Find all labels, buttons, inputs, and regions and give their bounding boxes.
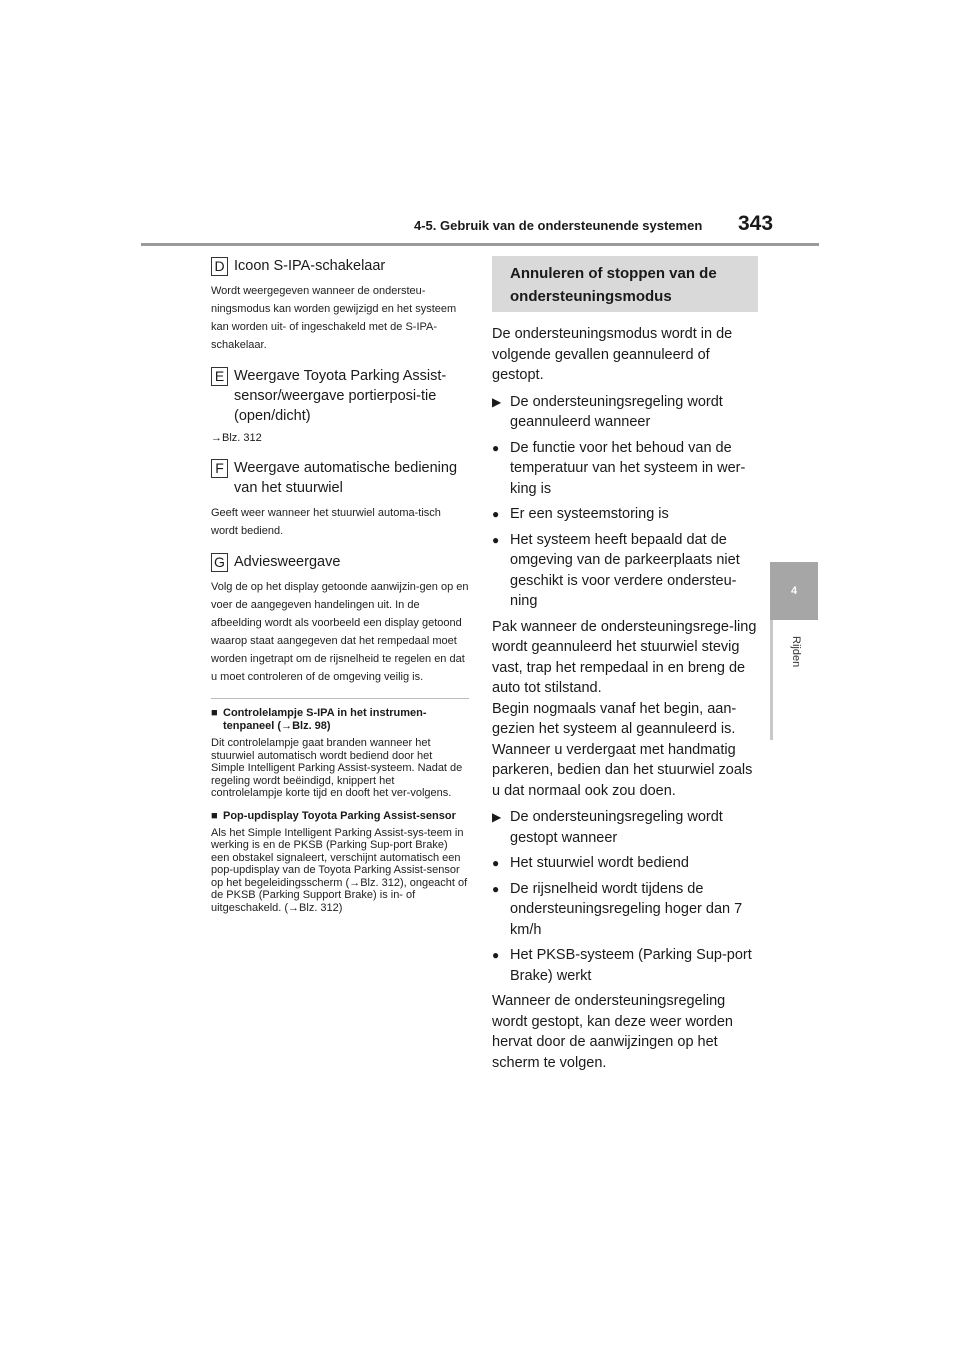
paragraph: Wanneer de ondersteuningsregeling wordt gestopt, kan deze weer worden hervat door de aanwijzingen op het scherm te volgen. bbox=[492, 993, 733, 1071]
list-item bbox=[492, 504, 758, 525]
note-title-text: Pop-updisplay Toyota Parking Assist-sensor bbox=[223, 809, 456, 822]
badge-g: G bbox=[211, 553, 228, 572]
section-heading: Annuleren of stoppen van de ondersteuningsmodus bbox=[492, 256, 758, 312]
list-item bbox=[492, 438, 758, 500]
note-title bbox=[211, 810, 469, 823]
item-g bbox=[211, 552, 469, 686]
dot-bullet-icon: ● bbox=[492, 856, 500, 870]
page-reference: →Blz. 312 bbox=[211, 432, 262, 444]
group-title-text: De ondersteuningsregeling wordt geannuleerd wanneer bbox=[510, 393, 723, 430]
note-body: Dit controlelampje gaat branden wanneer het stuurwiel automatisch wordt bediend door het Simple Intelligent Parking Assist-systeem. Nadat de regeling wordt beëindigd, knippert het controlelampje korte tijd en dooft het ver-volgens. bbox=[211, 737, 463, 799]
item-title: Icoon S-IPA-schakelaar bbox=[234, 258, 386, 274]
badge-f: F bbox=[211, 459, 228, 478]
chapter-tab: 4 bbox=[770, 562, 818, 620]
list-item-text: Het systeem heeft bepaald dat de omgeving van de parkeerplaats niet geschikt is voor verdere ondersteu-ning bbox=[510, 531, 740, 609]
group-title bbox=[492, 807, 758, 848]
dot-bullet-icon: ● bbox=[492, 532, 500, 547]
page-number: 343 bbox=[738, 212, 774, 235]
intro-paragraph: De ondersteuningsmodus wordt in de volgende gevallen geannuleerd of gestopt. bbox=[492, 326, 733, 383]
chapter-label bbox=[778, 636, 810, 696]
right-column bbox=[492, 256, 758, 1079]
chapter-tab-line bbox=[770, 620, 773, 740]
list-item bbox=[492, 879, 758, 941]
badge-d: D bbox=[211, 257, 228, 276]
header-rule bbox=[141, 243, 819, 246]
item-description: Geeft weer wanneer het stuurwiel automa-tisch wordt bediend. bbox=[211, 507, 441, 537]
triangle-bullet-icon: ▶ bbox=[492, 810, 502, 824]
divider bbox=[211, 698, 469, 699]
list-item bbox=[492, 530, 758, 612]
paragraph: Begin nogmaals vanaf het begin, aan-gezien het systeem al geannuleerd is. Wanneer u verdergaat met handmatig parkeren, bedien dan het stuurwiel zoals u dat normaal ook zou doen. bbox=[492, 700, 753, 799]
chapter-label-text: Rijden bbox=[790, 636, 802, 668]
item-description: Wordt weergegeven wanneer de ondersteu-ningsmodus kan worden gewijzigd en het systeem kan worden uit- of ingeschakeld met de S-IPA-schakelaar. bbox=[211, 285, 457, 351]
paragraph: Pak wanneer de ondersteuningsrege-ling wordt geannuleerd het stuurwiel stevig vast, trap het rempedaal in en breng de auto tot stilstand. bbox=[492, 618, 757, 696]
left-column bbox=[211, 256, 469, 924]
section-title: 4-5. Gebruik van de ondersteunende systemen bbox=[414, 218, 703, 233]
list-item bbox=[492, 945, 758, 986]
group-title-text: De ondersteuningsregeling wordt gestopt wanneer bbox=[510, 809, 723, 846]
square-bullet-icon: ■ bbox=[211, 707, 218, 719]
item-title: Weergave automatische bediening van het stuurwiel bbox=[234, 460, 458, 496]
list-item-text: Er een systeemstoring is bbox=[510, 506, 669, 522]
list-item bbox=[492, 853, 758, 874]
note-body: Als het Simple Intelligent Parking Assist-sys-teem in werking is en de PKSB (Parking Sup-port Brake) een obstakel signaleert, verschijnt automatisch een pop-updisplay van de Toyota Parking Assist-sensor op het begeleidingsscherm (→Blz. 312), ongeacht of de PKSB (Parking Support Brake) is in- of uitgeschakeld. (→Blz. 312) bbox=[211, 826, 468, 914]
group-title bbox=[492, 392, 758, 433]
item-description: Volg de op het display getoonde aanwijzin-gen op en voer de aangegeven handelingen uit. In de afbeelding wordt als voorbeeld een display getoond waarop staat aangegeven dat het rempedaal moet worden ingetrapt om de rijsnelheid te regelen en dat u moet controleren of de omgeving veilig is. bbox=[211, 581, 469, 683]
list-item-text: De rijsnelheid wordt tijdens de ondersteuningsregeling hoger dan 7 km/h bbox=[510, 880, 743, 938]
square-bullet-icon: ■ bbox=[211, 809, 218, 822]
dot-bullet-icon: ● bbox=[492, 881, 500, 896]
item-title: Weergave Toyota Parking Assist-sensor/weergave portierposi-tie (open/dicht) bbox=[234, 368, 447, 424]
list-item-text: Het stuurwiel wordt bediend bbox=[510, 855, 689, 871]
item-title: Adviesweergave bbox=[234, 554, 341, 570]
dot-bullet-icon: ● bbox=[492, 948, 500, 962]
dot-bullet-icon: ● bbox=[492, 440, 500, 455]
badge-e: E bbox=[211, 367, 228, 386]
item-f bbox=[211, 458, 469, 540]
list-item-text: Het PKSB-systeem (Parking Sup-port Brake) werkt bbox=[510, 947, 752, 984]
list-item-text: De functie voor het behoud van de temperatuur van het systeem in wer-king is bbox=[510, 439, 746, 497]
dot-bullet-icon: ● bbox=[492, 507, 500, 521]
note-title-text: Controlelampje S-IPA in het instrumen-tenpaneel (→Blz. 98) bbox=[223, 707, 427, 732]
triangle-bullet-icon: ▶ bbox=[492, 394, 502, 409]
item-d bbox=[211, 256, 469, 354]
note-title bbox=[211, 707, 469, 733]
item-e bbox=[211, 366, 469, 444]
